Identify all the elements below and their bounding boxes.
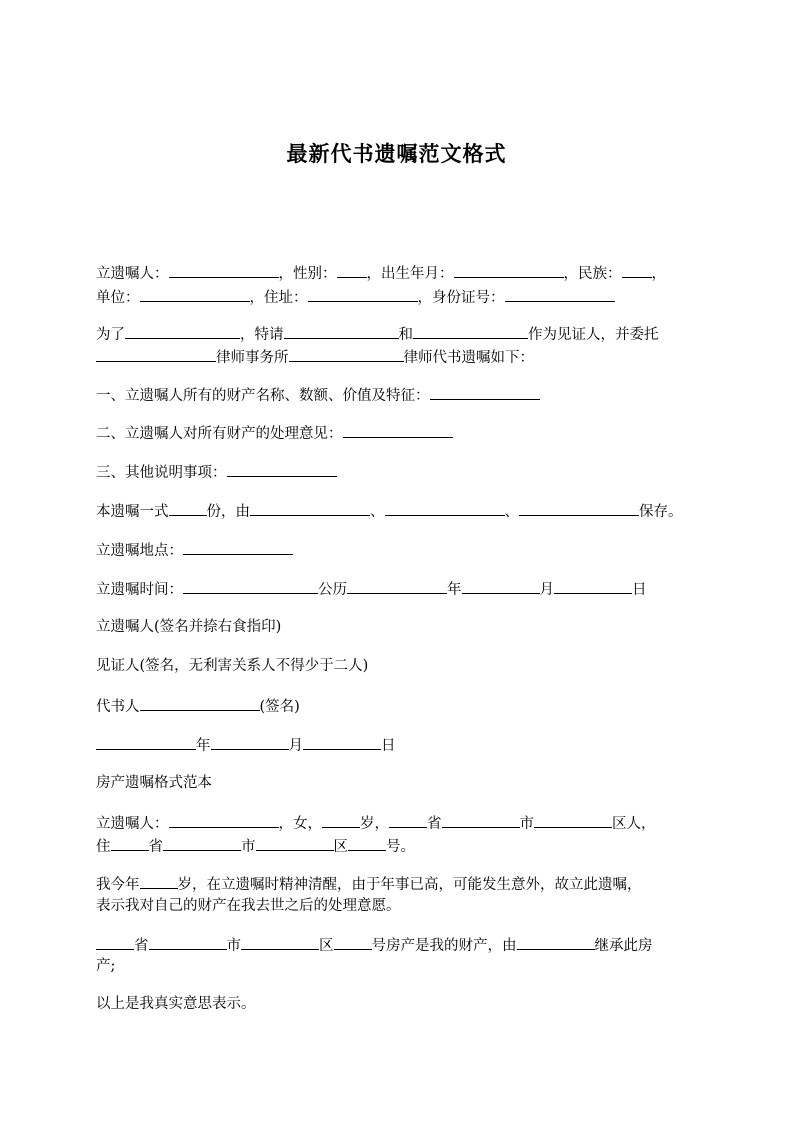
label: 号房产是我的财产，由 bbox=[371, 938, 517, 954]
district-blank[interactable] bbox=[241, 934, 319, 950]
province-blank[interactable] bbox=[111, 835, 149, 851]
city-blank[interactable] bbox=[163, 835, 241, 851]
label: 三、其他说明事项： bbox=[96, 465, 227, 481]
city-blank[interactable] bbox=[442, 812, 520, 828]
testator-address-line bbox=[96, 286, 615, 308]
district-blank[interactable] bbox=[534, 812, 612, 828]
label: 区人， bbox=[612, 816, 656, 832]
label: 立遗嘱人： bbox=[96, 266, 169, 282]
province-blank[interactable] bbox=[96, 934, 134, 950]
month-blank[interactable] bbox=[462, 578, 540, 594]
statement-line bbox=[96, 873, 642, 895]
house-number-blank[interactable] bbox=[334, 934, 372, 950]
witness-line bbox=[96, 323, 659, 345]
law-firm-blank[interactable] bbox=[96, 346, 216, 362]
label: 二、立遗嘱人对所有财产的处理意见： bbox=[96, 426, 343, 442]
label: 立遗嘱人： bbox=[96, 816, 169, 832]
label: ，性别： bbox=[278, 266, 337, 282]
property-inheritance-continuation: 产; bbox=[96, 958, 116, 974]
label: 律师事务所 bbox=[216, 350, 289, 366]
will-time-blank[interactable] bbox=[183, 578, 318, 594]
copies-count-blank[interactable] bbox=[169, 500, 207, 516]
label: 代书人 bbox=[96, 699, 140, 715]
label: 日 bbox=[632, 582, 647, 598]
property-description-blank[interactable] bbox=[430, 384, 540, 400]
label: 、 bbox=[370, 504, 385, 520]
label: 岁， bbox=[360, 816, 389, 832]
witness-1-blank[interactable] bbox=[284, 323, 399, 339]
label: 立遗嘱时间： bbox=[96, 582, 183, 598]
label: 立遗嘱地点： bbox=[96, 543, 183, 559]
label: 区 bbox=[319, 938, 334, 954]
label: 年 bbox=[447, 582, 462, 598]
label: ，出生年月： bbox=[366, 266, 454, 282]
property-inheritance-line bbox=[96, 934, 653, 956]
heir-blank[interactable] bbox=[517, 934, 595, 950]
property-will-testator-line bbox=[96, 812, 656, 834]
label: ，住址： bbox=[249, 290, 308, 306]
label: 市 bbox=[226, 938, 241, 954]
label: 市 bbox=[241, 839, 256, 855]
copies-line bbox=[96, 500, 683, 522]
employer-blank[interactable] bbox=[140, 286, 250, 302]
label: ， bbox=[651, 266, 666, 282]
label: 一、立遗嘱人所有的财产名称、数额、价值及特征： bbox=[96, 388, 430, 404]
declaration-line: 以上是我真实意思表示。 bbox=[96, 996, 256, 1012]
house-number-blank[interactable] bbox=[348, 835, 386, 851]
label: 继承此房 bbox=[594, 938, 653, 954]
address-blank[interactable] bbox=[308, 286, 418, 302]
keeper-1-blank[interactable] bbox=[250, 500, 370, 516]
scribe-name-blank[interactable] bbox=[140, 695, 260, 711]
label: ，女， bbox=[278, 816, 322, 832]
testator-name-blank[interactable] bbox=[169, 812, 279, 828]
label: 律师代书遗嘱如下： bbox=[403, 350, 534, 366]
year-blank[interactable] bbox=[96, 734, 196, 750]
district-blank[interactable] bbox=[256, 835, 334, 851]
document-title: 最新代书遗嘱范文格式 bbox=[286, 142, 507, 166]
month-blank[interactable] bbox=[211, 734, 289, 750]
label: 本遗嘱一式 bbox=[96, 504, 169, 520]
id-number-blank[interactable] bbox=[505, 286, 615, 302]
property-will-address-line bbox=[96, 835, 415, 857]
witness-signature-line: 见证人(签名，无利害关系人不得少于二人) bbox=[96, 658, 369, 674]
keeper-3-blank[interactable] bbox=[519, 500, 639, 516]
label: 号。 bbox=[386, 839, 415, 855]
date-line bbox=[96, 734, 396, 756]
label: 月 bbox=[539, 582, 554, 598]
label: (签名) bbox=[259, 699, 300, 715]
label: 岁，在立遗嘱时精神清醒，由于年事已高，可能发生意外，故立此遗嘱， bbox=[177, 877, 642, 893]
will-time-line bbox=[96, 578, 647, 600]
birth-date-blank[interactable] bbox=[454, 262, 564, 278]
gender-blank[interactable] bbox=[337, 262, 367, 278]
other-matters-blank[interactable] bbox=[227, 461, 337, 477]
label: 市 bbox=[519, 816, 534, 832]
label: 年 bbox=[196, 738, 211, 754]
label: ，身份证号： bbox=[417, 290, 505, 306]
province-blank[interactable] bbox=[389, 812, 427, 828]
testator-name-blank[interactable] bbox=[169, 262, 279, 278]
year-blank[interactable] bbox=[347, 578, 447, 594]
property-disposal-blank[interactable] bbox=[343, 422, 453, 438]
label: 省 bbox=[148, 839, 163, 855]
label: 省 bbox=[134, 938, 149, 954]
day-blank[interactable] bbox=[554, 578, 632, 594]
label: 单位： bbox=[96, 290, 140, 306]
testator-info-line bbox=[96, 262, 666, 284]
label: 、 bbox=[504, 504, 519, 520]
label: 和 bbox=[398, 327, 413, 343]
day-blank[interactable] bbox=[303, 734, 381, 750]
ethnicity-blank[interactable] bbox=[622, 262, 652, 278]
label: 月 bbox=[288, 738, 303, 754]
label: ，特请 bbox=[240, 327, 284, 343]
purpose-blank[interactable] bbox=[125, 323, 240, 339]
city-blank[interactable] bbox=[149, 934, 227, 950]
will-place-line bbox=[96, 539, 293, 561]
label: 份，由 bbox=[206, 504, 250, 520]
other-matters-line bbox=[96, 461, 337, 483]
label: 我今年 bbox=[96, 877, 140, 893]
label: 住 bbox=[96, 839, 111, 855]
label: 日 bbox=[381, 738, 396, 754]
label: 公历 bbox=[318, 582, 347, 598]
section-heading: 房产遗嘱格式范本 bbox=[96, 775, 212, 791]
law-firm-line bbox=[96, 346, 534, 368]
keeper-2-blank[interactable] bbox=[385, 500, 505, 516]
age-blank[interactable] bbox=[140, 873, 178, 889]
label: 作为见证人，并委托 bbox=[528, 327, 659, 343]
property-description-line bbox=[96, 384, 540, 406]
label: 为了 bbox=[96, 327, 125, 343]
testator-signature-line: 立遗嘱人(签名并捺右食指印) bbox=[96, 619, 282, 635]
label: 省 bbox=[427, 816, 442, 832]
will-place-blank[interactable] bbox=[183, 539, 293, 555]
statement-continuation: 表示我对自己的财产在我去世之后的处理意愿。 bbox=[96, 898, 401, 914]
label: ，民族： bbox=[563, 266, 622, 282]
label: 区 bbox=[333, 839, 348, 855]
witness-2-blank[interactable] bbox=[413, 323, 528, 339]
age-blank[interactable] bbox=[322, 812, 360, 828]
scribe-line bbox=[96, 695, 300, 717]
label: 保存。 bbox=[639, 504, 683, 520]
lawyer-blank[interactable] bbox=[289, 346, 404, 362]
property-disposal-line bbox=[96, 422, 453, 444]
